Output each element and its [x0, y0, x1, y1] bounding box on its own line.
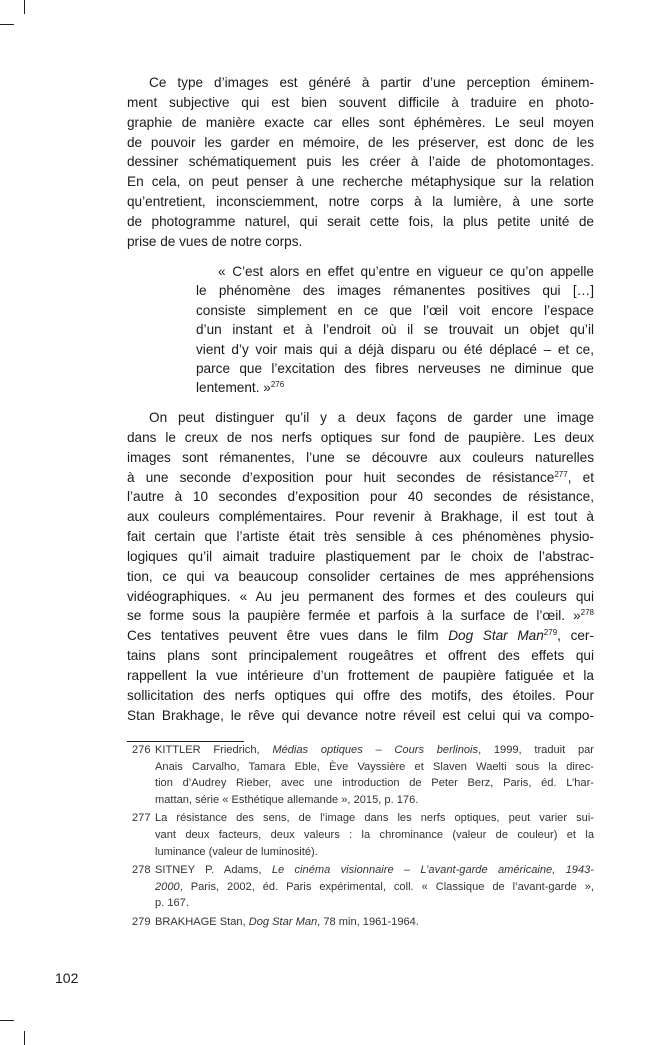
text-span: Ces tentatives peuvent être vues dans le film [127, 628, 449, 644]
text-span: , cer- [557, 628, 594, 644]
text-line: consiste simplement en ce que l’œil voit encore l’espace [196, 302, 594, 318]
text-line: luminance (valeur de luminosité). [155, 845, 318, 858]
text-line: « C’est alors en effet qu’entre en vigueur ce qu’on appelle [218, 264, 594, 279]
text-line: tion d’Audrey Rieber, avec une introduction de Peter Berz, Paris, éd. L’har- [155, 777, 594, 790]
text-span: SITNEY P. Adams, [155, 864, 272, 877]
footnotes [127, 742, 594, 933]
text-line: d’un instant et à l’endroit où il se trouvait un objet qu’il [196, 322, 594, 338]
block-quote [196, 262, 594, 398]
text-span: à une seconde d’exposition pour huit secondes de résistance [127, 469, 555, 485]
text-line [127, 606, 594, 626]
text-line: tion, ce qui va beaucoup consolider certaines de mes appréhensions [127, 568, 594, 584]
italic-title: Dog Star Man [248, 915, 318, 928]
text-line: vient d’y voir mais qui a déjà disparu ou été déplacé – et ce, [196, 341, 594, 357]
crop-mark [24, 0, 25, 14]
text-line: Ce type d’images est généré à partir d’une perception éminem- [149, 75, 594, 90]
crop-mark [0, 1020, 14, 1021]
text-span: lentement. » [196, 380, 271, 396]
text-line: ment subjective qui est bien souvent difficile à traduire en photo- [127, 94, 594, 110]
text-line: logiques qu’il aimait traduire plastiquement par le choix de l’abstrac- [127, 548, 594, 564]
text-line: qu’entretient, inconsciemment, notre corps à la lumière, à une sorte [127, 194, 594, 210]
page-number: 102 [55, 970, 79, 986]
crop-mark [24, 1031, 25, 1045]
text-line: de pouvoir les garder en mémoire, de les préserver, est donc de les [127, 134, 594, 150]
paragraph-1 [127, 73, 594, 252]
text-line [127, 468, 594, 488]
text-span: KITTLER Friedrich, [155, 744, 273, 756]
text-line: rappellent la vue intérieure d’un frottement de paupière fatiguée et la [127, 667, 594, 683]
text-line [155, 742, 594, 759]
italic-title: 2000 [155, 880, 180, 893]
text-span: BRAKHAGE Stan, [155, 915, 249, 928]
text-line: dessiner schématiquement puis les créer à l’aide de photomontages. [127, 154, 594, 170]
text-span: , Paris, 2002, éd. Paris expérimental, coll. « Classique de l’avant-garde », [179, 880, 594, 893]
paragraph-2 [127, 408, 594, 726]
text-line: graphie de manière exacte car elles sont éphémères. Le seul moyen [127, 114, 594, 130]
text-line: prise de vues de notre corps. [127, 233, 303, 249]
text-line: fait certain que l’artiste était très sensible à ces phénomènes physio- [127, 529, 594, 545]
text-line: p. 167. [155, 897, 189, 910]
italic-title: Médias optiques – Cours berlinois [272, 744, 479, 756]
footnote-ref: 278 [580, 608, 594, 618]
text-line: La résistance des sens, de l’image dans les nerfs optiques, peut varier sui- [155, 812, 594, 825]
text-span: , et [567, 469, 594, 485]
text-line [127, 626, 594, 646]
footnote-277 [127, 810, 594, 860]
footnote-number: 278 [132, 864, 151, 877]
text-line: dans le creux de nos nerfs optiques sur fond de paupière. Les deux [127, 429, 594, 445]
text-line: On peut distinguer qu’il y a deux façons de garder une image [149, 410, 594, 425]
text-line [196, 378, 594, 397]
text-line [155, 862, 594, 879]
text-line: mattan, série « Esthétique allemande », 2015, p. 176. [155, 793, 419, 806]
italic-title: Dog Star Man [448, 628, 544, 644]
text-span: , 78 min, 1961-1964. [317, 915, 419, 928]
text-line [155, 879, 594, 896]
text-line: l’autre à 10 secondes d’exposition pour 40 secondes de résistance, [127, 489, 594, 505]
text-line: Anais Carvalho, Tamara Eble, Ève Vayssière et Slaven Waelti sous la direc- [155, 760, 594, 773]
text-line: aux couleurs complémentaires. Pour revenir à Brakhage, il est tout à [127, 509, 594, 525]
footnote-number: 279 [132, 915, 151, 928]
text-span: se forme sous la paupière fermée et parfois à la surface de l’œil. » [127, 608, 581, 624]
text-line: le phénomène des images rémanentes positives qui […] [196, 283, 594, 299]
footnote-278 [127, 862, 594, 912]
text-line: vant deux facteurs, deux valeurs : la chrominance (valeur de couleur) et la [155, 828, 594, 841]
text-line: de photogramme naturel, qui serait cette fois, la plus petite unité de [127, 213, 594, 229]
text-line: vidéographiques. « Au jeu permanent des formes et des couleurs qui [127, 588, 594, 604]
text-line: sollicitation des nerfs optiques qui offre des motifs, des étoiles. Pour [127, 687, 594, 703]
text-span: , 1999, traduit par [478, 744, 594, 756]
footnote-276 [127, 742, 594, 808]
footnote-ref: 277 [554, 469, 568, 479]
italic-title: Le cinéma visionnaire – L’avant-garde américaine, 1943- [271, 864, 594, 877]
footnote-ref: 279 [543, 628, 558, 638]
footnote-number: 276 [132, 744, 151, 756]
text-line [155, 914, 594, 931]
text-line: Stan Brakhage, le rêve qui devance notre réveil est celui qui va compo- [127, 707, 594, 723]
text-line: parce que l’excitation des fibres nerveuses ne diminue que [196, 360, 594, 376]
footnote-ref: 276 [270, 380, 285, 390]
footnote-279 [127, 914, 594, 931]
text-line: images sont rémanentes, l’une se découvre aux couleurs naturelles [127, 449, 594, 465]
text-line: En cela, on peut penser à une recherche métaphysique sur la relation [127, 174, 594, 190]
crop-mark [0, 24, 14, 25]
footnote-number: 277 [132, 812, 151, 825]
text-line: tains plans sont principalement rougeâtres et offrent des effets qui [127, 648, 594, 664]
